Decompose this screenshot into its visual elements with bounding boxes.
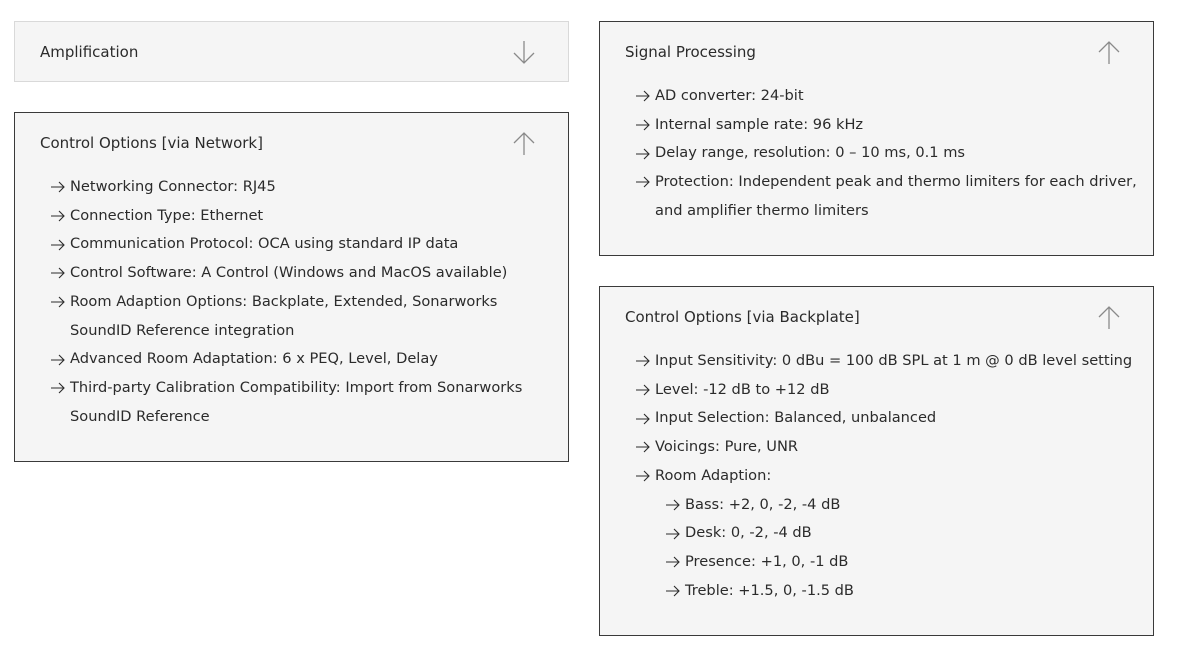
arrow-right-icon <box>665 577 681 606</box>
list-item <box>655 548 1139 577</box>
list-item <box>40 173 554 202</box>
spec-text: Delay range, resolution: 0 – 10 ms, 0.1 ms <box>655 144 966 162</box>
list-item <box>625 462 1139 606</box>
arrow-right-icon <box>635 376 651 405</box>
list-item <box>625 347 1139 376</box>
list-item <box>40 374 554 431</box>
arrow-right-icon <box>50 345 66 374</box>
spec-text: Bass: +2, 0, -2, -4 dB <box>685 495 841 513</box>
spec-text: Level: -12 dB to +12 dB <box>655 380 830 398</box>
list-item <box>625 376 1139 405</box>
spec-text: Input Sensitivity: 0 dBu = 100 dB SPL at 1 m @ 0 dB level setting <box>655 352 1133 369</box>
list-item <box>625 168 1139 225</box>
arrow-right-icon <box>50 230 66 259</box>
spec-text: Treble: +1.5, 0, -1.5 dB <box>685 581 854 599</box>
arrow-up-icon[interactable] <box>1096 304 1122 331</box>
list-item <box>40 202 554 231</box>
arrow-right-icon <box>665 491 681 520</box>
arrow-right-icon <box>635 168 651 197</box>
spec-text: Advanced Room Adaptation: 6 x PEQ, Level, Delay <box>70 350 438 368</box>
spec-text: Control Software: A Control (Windows and MacOS available) <box>70 264 508 282</box>
panel-title: Signal Processing <box>625 43 756 61</box>
arrow-right-icon <box>50 259 66 288</box>
spec-text: AD converter: 24-bit <box>655 87 804 104</box>
accordion-control-backplate <box>599 286 1154 636</box>
spec-text: Third-party Calibration Compatibility: Import from Sonarworks SoundID Reference <box>70 378 523 425</box>
arrow-right-icon <box>50 374 66 403</box>
arrow-up-icon[interactable] <box>1096 39 1122 66</box>
spec-text: Room Adaption: <box>655 466 772 484</box>
room-adaption-sublist <box>655 491 1139 606</box>
spec-text: Presence: +1, 0, -1 dB <box>685 552 849 570</box>
arrow-right-icon <box>50 173 66 202</box>
accordion-header-control-network[interactable] <box>15 113 568 173</box>
spec-text: Internal sample rate: 96 kHz <box>655 115 864 133</box>
panel-title: Amplification <box>40 43 139 61</box>
list-item <box>40 259 554 288</box>
panel-title: Control Options [via Network] <box>40 134 263 152</box>
spec-text: Communication Protocol: OCA using standard IP data <box>70 235 459 253</box>
accordion-header-signal-processing[interactable] <box>600 22 1153 82</box>
spec-text: Voicings: Pure, UNR <box>655 438 799 456</box>
spec-text: Protection: Independent peak and thermo limiters for each driver, and amplifier thermo limiters <box>655 173 1137 219</box>
spec-list <box>625 82 1139 226</box>
spec-list <box>40 173 554 431</box>
accordion-control-network <box>14 112 569 462</box>
list-item <box>655 577 1139 606</box>
arrow-right-icon <box>50 202 66 231</box>
list-item <box>625 111 1139 140</box>
list-item <box>655 491 1139 520</box>
arrow-right-icon <box>635 462 651 491</box>
accordion-header-amplification[interactable] <box>15 22 568 82</box>
list-item <box>40 288 554 345</box>
spec-list <box>625 347 1139 605</box>
spec-text: Connection Type: Ethernet <box>70 206 264 224</box>
arrow-right-icon <box>635 404 651 433</box>
list-item <box>625 433 1139 462</box>
accordion-signal-processing <box>599 21 1154 256</box>
list-item <box>40 345 554 374</box>
spec-text: Networking Connector: RJ45 <box>70 178 276 195</box>
spec-text: Room Adaption Options: Backplate, Extended, Sonarworks SoundID Reference integration <box>70 292 498 339</box>
arrow-right-icon <box>635 139 651 168</box>
panel-title: Control Options [via Backplate] <box>625 308 860 326</box>
spec-text: Input Selection: Balanced, unbalanced <box>655 409 937 427</box>
arrow-right-icon <box>665 548 681 577</box>
arrow-right-icon <box>50 288 66 317</box>
arrow-right-icon <box>665 519 681 548</box>
list-item <box>625 139 1139 168</box>
arrow-up-icon[interactable] <box>511 130 537 157</box>
arrow-right-icon <box>635 347 651 376</box>
arrow-right-icon <box>635 433 651 462</box>
accordion-header-control-backplate[interactable] <box>600 287 1153 347</box>
list-item <box>625 82 1139 111</box>
arrow-right-icon <box>635 82 651 111</box>
spec-text: Desk: 0, -2, -4 dB <box>685 524 812 542</box>
arrow-down-icon[interactable] <box>511 39 537 66</box>
list-item <box>40 230 554 259</box>
accordion-amplification <box>14 21 569 82</box>
list-item <box>655 519 1139 548</box>
list-item <box>625 404 1139 433</box>
arrow-right-icon <box>635 111 651 140</box>
